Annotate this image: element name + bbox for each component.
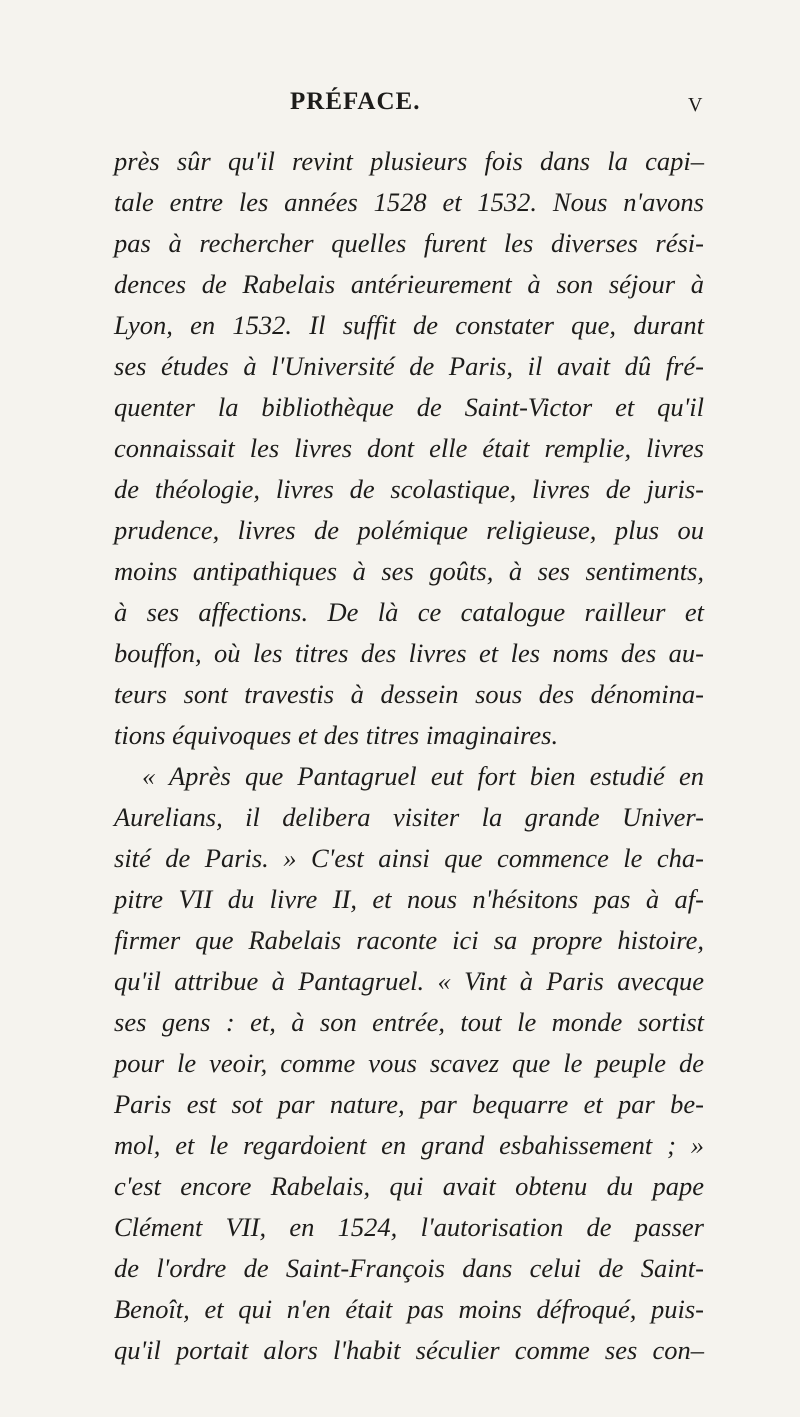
text-line: moins antipathiques à ses goûts, à ses sentiments, <box>114 556 704 586</box>
text-line: Clément VII, en 1524, l'autorisation de passer <box>114 1212 704 1242</box>
text-line: mol, et le regardoient en grand esbahissement ; » <box>114 1130 704 1160</box>
text-line: « Après que Pantagruel eut fort bien estudié en <box>142 761 704 791</box>
text-line: ses gens : et, à son entrée, tout le monde sortist <box>114 1007 704 1037</box>
text-line: bouffon, où les titres des livres et les noms des au- <box>114 638 704 668</box>
page-title: PRÉFACE. <box>290 88 421 115</box>
body-text <box>114 141 704 1371</box>
text-line: de l'ordre de Saint-François dans celui de Saint- <box>114 1253 704 1283</box>
text-line: firmer que Rabelais raconte ici sa propre histoire, <box>114 925 704 955</box>
text-line: Aurelians, il delibera visiter la grande Univer- <box>114 802 704 832</box>
text-line: Paris est sot par nature, par bequarre et par be- <box>114 1089 704 1119</box>
text-line: tale entre les années 1528 et 1532. Nous n'avons <box>114 187 704 217</box>
page-number: V <box>688 94 703 116</box>
text-line: Benoît, et qui n'en était pas moins défroqué, puis- <box>114 1294 704 1324</box>
text-line: tions équivoques et des titres imaginaires. <box>114 720 559 750</box>
text-line: qu'il portait alors l'habit séculier comme ses con– <box>114 1335 704 1365</box>
text-line: qu'il attribue à Pantagruel. « Vint à Paris avecque <box>114 966 704 996</box>
text-line: dences de Rabelais antérieurement à son séjour à <box>114 269 704 299</box>
text-line: sité de Paris. » C'est ainsi que commence le cha- <box>114 843 704 873</box>
text-line: ses études à l'Université de Paris, il avait dû fré- <box>114 351 704 381</box>
text-line: quenter la bibliothèque de Saint-Victor et qu'il <box>114 392 704 422</box>
running-head <box>0 88 800 122</box>
text-line: teurs sont travestis à dessein sous des dénomina- <box>114 679 704 709</box>
text-line: pour le veoir, comme vous scavez que le peuple de <box>114 1048 704 1078</box>
text-line: pitre VII du livre II, et nous n'hésitons pas à af- <box>114 884 704 914</box>
text-line: prudence, livres de polémique religieuse, plus ou <box>114 515 704 545</box>
text-line: c'est encore Rabelais, qui avait obtenu du pape <box>114 1171 704 1201</box>
text-line: à ses affections. De là ce catalogue railleur et <box>114 597 704 627</box>
text-line: connaissait les livres dont elle était remplie, livres <box>114 433 704 463</box>
text-line: Lyon, en 1532. Il suffit de constater que, durant <box>114 310 704 340</box>
text-line: de théologie, livres de scolastique, livres de juris- <box>114 474 704 504</box>
text-line: près sûr qu'il revint plusieurs fois dans la capi– <box>114 146 704 176</box>
text-line: pas à rechercher quelles furent les diverses rési- <box>114 228 704 258</box>
